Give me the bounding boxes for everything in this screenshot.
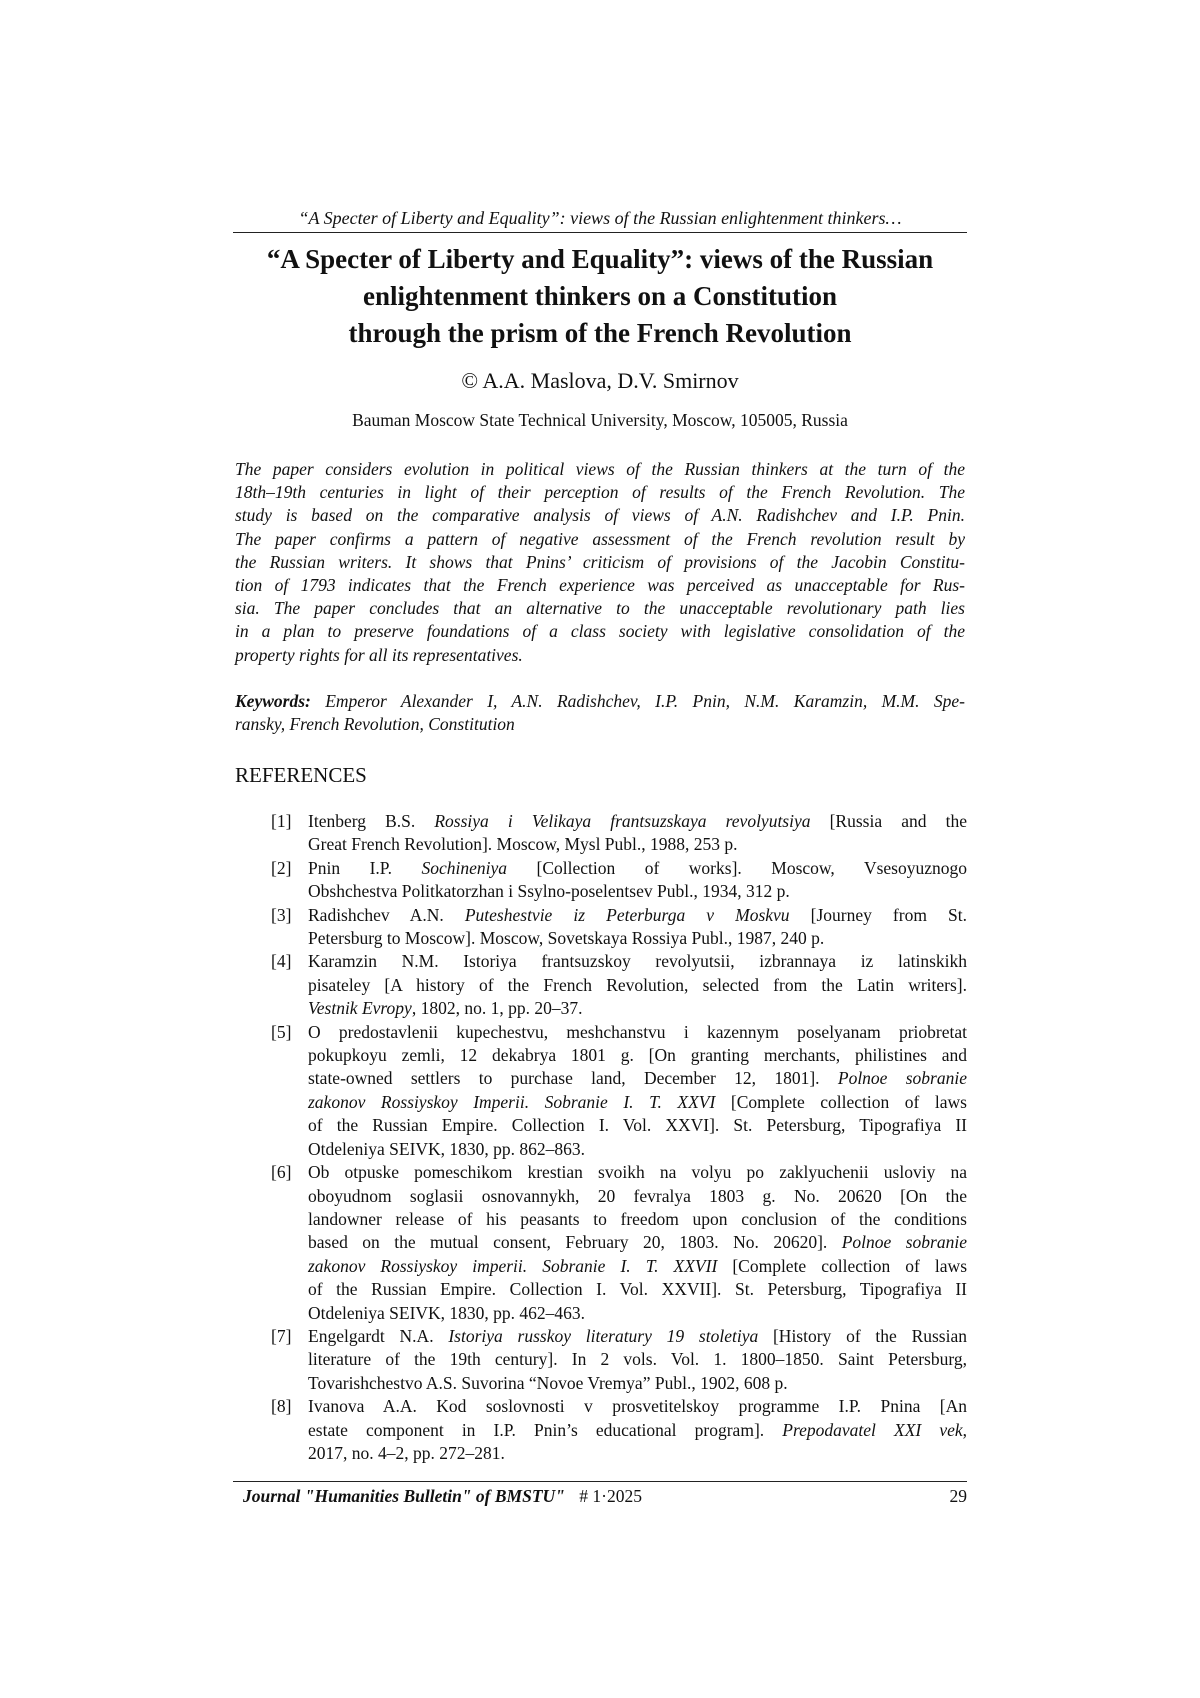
keywords-text: Emperor Alexander I, A.N. Radishchev, I.P. Pnin, N.M. Karamzin, M.M. Spe- — [310, 691, 965, 711]
reference-line: Petersburg to Moscow]. Moscow, Sovetskaya Rossiya Publ., 1987, 240 p. — [308, 928, 825, 949]
reference-line: of the Russian Empire. Collection I. Vol. XXVII]. St. Petersburg, Tipografiya II — [308, 1279, 967, 1300]
keywords-line-2: ransky, French Revolution, Constitution — [235, 714, 515, 735]
reference-line: Great French Revolution]. Moscow, Mysl Publ., 1988, 253 p. — [308, 834, 738, 855]
title-line-1: “A Specter of Liberty and Equality”: views of the Russian — [266, 244, 934, 274]
reference-item — [271, 950, 967, 1020]
reference-line: O predostavlenii kupechestvu, meshchanstvu i kazennym poselyanam priobretat — [308, 1021, 967, 1042]
reference-item — [271, 1161, 967, 1325]
abstract-line: in a plan to preserve foundations of a class society with legislative consolidation of the — [235, 621, 965, 642]
page-number: 29 — [949, 1486, 967, 1506]
title-line-3: through the prism of the French Revolution — [348, 318, 852, 348]
reference-line: Obshchestva Politkatorzhan i Ssylno-poselentsev Publ., 1934, 312 p. — [308, 881, 790, 902]
paper-title — [233, 241, 967, 352]
reference-item — [271, 1325, 967, 1395]
references-heading: REFERENCES — [235, 763, 367, 787]
issue-number: # 1·2025 — [579, 1486, 642, 1506]
footer-rule — [233, 1481, 967, 1482]
reference-line: zakonov Rossiyskoy Imperii. Sobranie I. T. XXVI [Complete collection of laws — [308, 1091, 967, 1112]
reference-italic-title: Rossiya i Velikaya frantsuzskaya revolyutsiya — [434, 811, 811, 831]
authors: © A.A. Maslova, D.V. Smirnov — [461, 368, 739, 393]
reference-italic-title: Istoriya russkoy literatury 19 stoletiya — [448, 1325, 759, 1346]
reference-line: of the Russian Empire. Collection I. Vol. XXVI]. St. Petersburg, Tipografiya II — [308, 1115, 967, 1136]
reference-italic-title: Puteshestvie iz Peterburga v Moskvu — [464, 904, 790, 925]
reference-line: pokupkoyu zemli, 12 dekabrya 1801 g. [On granting merchants, philistines and — [308, 1045, 967, 1066]
reference-item — [271, 1395, 967, 1465]
reference-line: Ivanova A.A. Kod soslovnosti v prosvetitelskoy programme I.P. Pnina [An — [308, 1396, 967, 1417]
reference-item — [271, 810, 967, 857]
header-rule — [233, 232, 967, 233]
affiliation: Bauman Moscow State Technical University, Moscow, 105005, Russia — [352, 410, 848, 430]
reference-line: pisateley [A history of the French Revolution, selected from the Latin writers]. — [308, 974, 967, 995]
keywords-line-1 — [235, 690, 965, 713]
reference-italic-title: Prepodavatel XXI vek — [782, 1419, 963, 1440]
abstract-line: property rights for all its representatives. — [235, 644, 523, 665]
abstract-line: 18th–19th centuries in light of their perception of results of the French Revolution. The — [235, 482, 965, 503]
reference-number: [7] — [271, 1325, 292, 1346]
reference-item — [271, 904, 967, 951]
reference-line: Pnin I.P. Sochineniya [Collection of works]. Moscow, Vsesoyuznogo — [308, 857, 968, 878]
reference-line: estate component in I.P. Pnin’s educational program]. Prepodavatel XXI vek, — [308, 1419, 967, 1440]
reference-italic-title: Sochineniya — [421, 857, 507, 878]
reference-item — [271, 1021, 967, 1161]
reference-number: [2] — [271, 857, 292, 878]
reference-line: Vestnik Evropy, 1802, no. 1, pp. 20–37. — [308, 998, 583, 1019]
reference-italic-title: zakonov Rossiyskoy Imperii. Sobranie I. T. XXVI — [308, 1091, 716, 1112]
reference-line: Karamzin N.M. Istoriya frantsuzskoy revolyutsii, izbrannaya iz latinskikh — [308, 951, 967, 972]
reference-line: Tovarishchestvo A.S. Suvorina “Novoe Vremya” Publ., 1902, 608 p. — [308, 1372, 788, 1393]
references-list — [271, 810, 967, 1465]
reference-line: state-owned settlers to purchase land, December 12, 1801]. Polnoe sobranie — [308, 1068, 968, 1089]
reference-line: Otdeleniya SEIVK, 1830, pp. 462–463. — [308, 1302, 586, 1323]
reference-number: [4] — [271, 951, 292, 972]
journal-name: Journal "Humanities Bulletin" of BMSTU" — [243, 1486, 565, 1506]
reference-line: Engelgardt N.A. Istoriya russkoy literatury 19 stoletiya [History of the Russian — [308, 1325, 967, 1346]
abstract-line: tion of 1793 indicates that the French experience was perceived as unacceptable for Rus- — [235, 575, 965, 596]
reference-line: Itenberg B.S. Rossiya i Velikaya frantsuzskaya revolyutsiya [Russia and the — [308, 811, 967, 831]
reference-italic-title: Polnoe sobranie — [837, 1068, 968, 1089]
reference-italic-title: Vestnik Evropy — [308, 998, 412, 1019]
reference-line: literature of the 19th century]. In 2 vols. Vol. 1. 1800–1850. Saint Petersburg, — [308, 1349, 967, 1370]
abstract — [235, 458, 965, 667]
footer — [243, 1485, 967, 1507]
reference-line: Otdeleniya SEIVK, 1830, pp. 862–863. — [308, 1138, 586, 1159]
reference-number: [1] — [271, 811, 292, 831]
paper-page — [233, 0, 967, 1698]
title-line-2: enlightenment thinkers on a Constitution — [362, 281, 838, 311]
reference-item — [271, 857, 967, 904]
reference-number: [5] — [271, 1021, 292, 1042]
reference-number: [8] — [271, 1396, 292, 1417]
reference-line: zakonov Rossiyskoy imperii. Sobranie I. T. XXVII [Complete collection of laws — [308, 1255, 968, 1276]
reference-line: Radishchev A.N. Puteshestvie iz Peterburga v Moskvu [Journey from St. — [308, 904, 967, 925]
reference-line: 2017, no. 4–2, pp. 272–281. — [308, 1442, 505, 1463]
keywords — [235, 690, 965, 736]
reference-line: oboyudnom soglasii osnovannykh, 20 fevralya 1803 g. No. 20620 [On the — [308, 1185, 967, 1206]
reference-line: based on the mutual consent, February 20, 1803. No. 20620]. Polnoe sobranie — [308, 1232, 967, 1253]
abstract-line: The paper confirms a pattern of negative assessment of the French revolution result by — [235, 528, 965, 549]
abstract-line: the Russian writers. It shows that Pnins’ criticism of provisions of the Jacobin Constitu- — [235, 551, 965, 572]
reference-line: Ob otpuske pomeschikom krestian svoikh na volyu po zaklyuchenii usloviy na — [308, 1162, 967, 1183]
reference-italic-title: zakonov Rossiyskoy imperii. Sobranie I. T. XXVII — [308, 1255, 718, 1276]
reference-italic-title: Polnoe sobranie — [841, 1232, 967, 1253]
abstract-line: study is based on the comparative analysis of views of A.N. Radishchev and I.P. Pnin. — [235, 505, 965, 526]
reference-number: [3] — [271, 904, 292, 925]
keywords-label: Keywords: — [235, 691, 311, 711]
abstract-line: The paper considers evolution in political views of the Russian thinkers at the turn of the — [235, 459, 965, 479]
abstract-line: sia. The paper concludes that an alternative to the unacceptable revolutionary path lies — [235, 598, 965, 619]
reference-number: [6] — [271, 1162, 292, 1183]
reference-line: landowner release of his peasants to freedom upon conclusion of the conditions — [308, 1208, 967, 1229]
running-header: “A Specter of Liberty and Equality”: views of the Russian enlightenment thinkers… — [298, 208, 902, 228]
